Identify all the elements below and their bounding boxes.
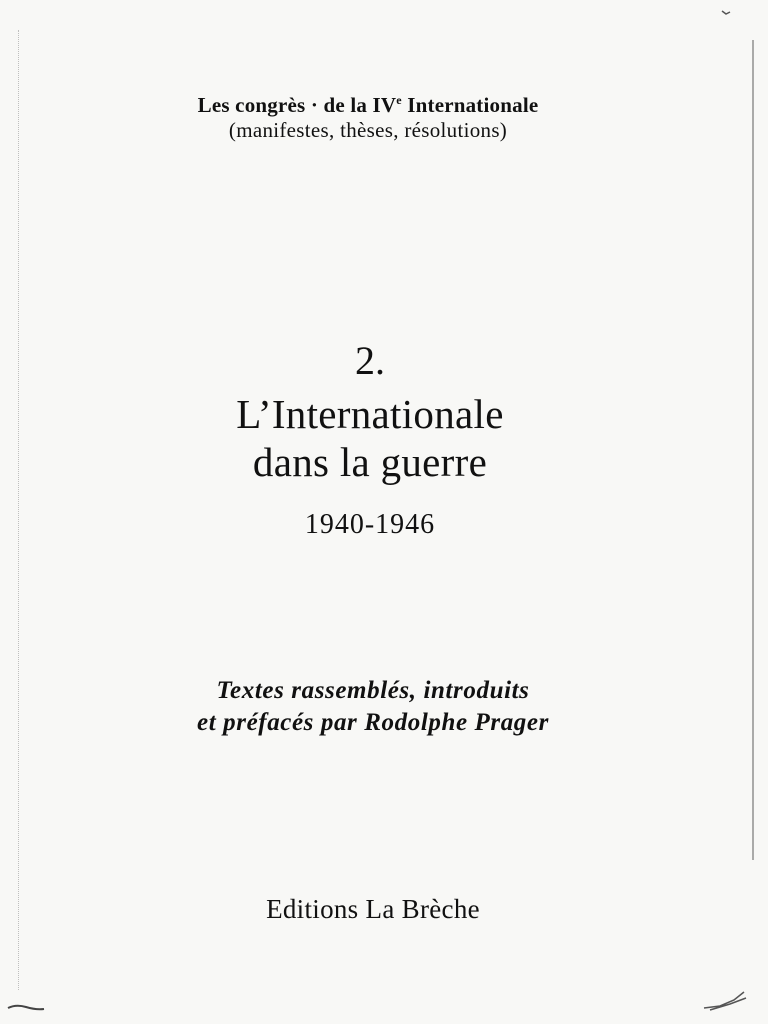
editor-credits-line-2: et préfacés par Rodolphe Prager [197, 709, 549, 736]
series-title-text: Les congrès · de la IV [197, 93, 397, 117]
series-title-superscript: e [396, 93, 402, 107]
series-title [0, 92, 736, 118]
editor-credits [0, 675, 746, 739]
book-title [0, 390, 740, 486]
scan-speck-top-right [720, 8, 734, 18]
scan-smudge-bottom-right [700, 988, 750, 1012]
publisher-name: Editions La Brèche [266, 894, 480, 924]
book-title-line-1: L’Internationale [236, 391, 504, 437]
scan-smudge-bottom-left [6, 1003, 46, 1011]
scan-edge-right [752, 40, 754, 860]
volume-number: 2. [355, 338, 385, 383]
series-heading [0, 92, 736, 142]
series-subtitle: (manifestes, thèses, résolutions) [228, 118, 508, 142]
editor-credits-line-1: Textes rassemblés, introduits [216, 677, 530, 704]
series-title-text-end: Internationale [401, 93, 539, 117]
book-title-line-2: dans la guerre [252, 439, 488, 485]
book-dates: 1940-1946 [304, 509, 436, 540]
